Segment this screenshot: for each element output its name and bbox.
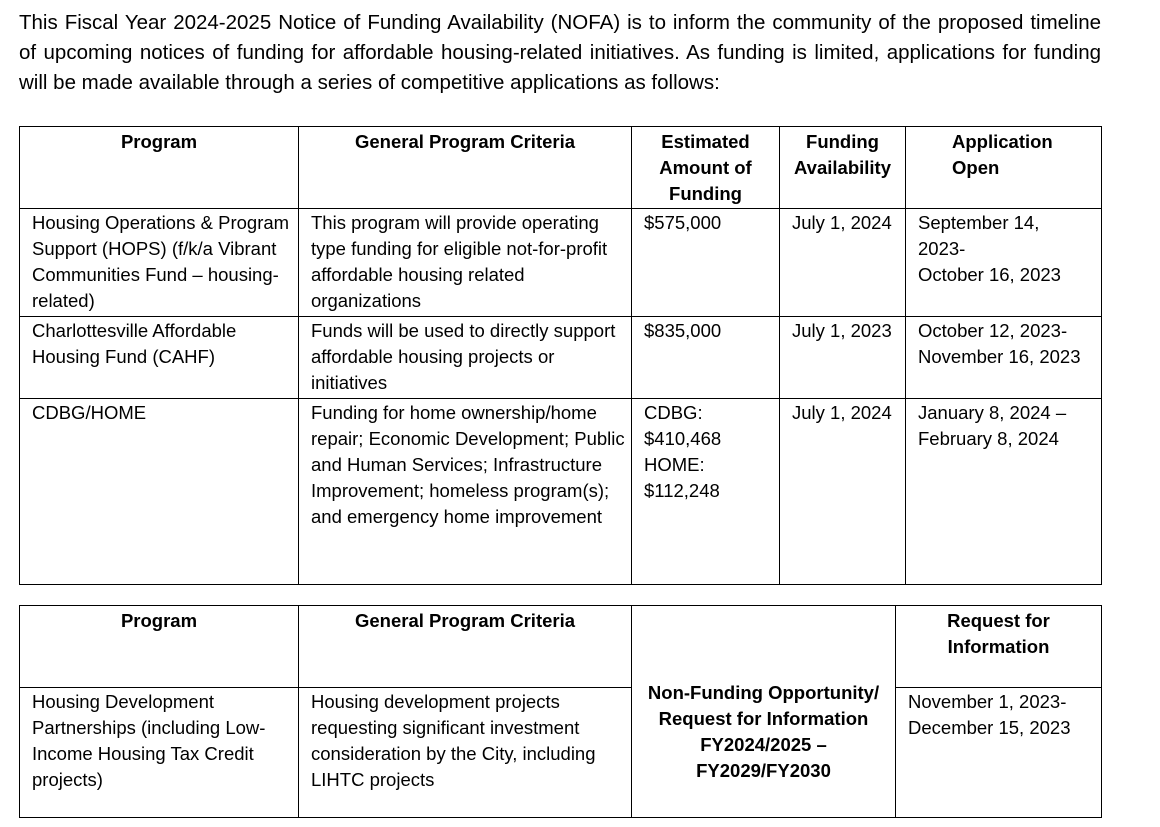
row-program: Charlottesville Affordable Housing Fund (CAHF) xyxy=(32,320,237,367)
row-criteria: Housing development projects requesting significant investment consideration by the City, including LIHTC projects xyxy=(311,691,596,790)
amount-line: $835,000 xyxy=(644,320,722,341)
row-open xyxy=(906,399,1101,452)
intro-paragraph xyxy=(19,8,1101,98)
intro-text: This Fiscal Year 2024-2025 Notice of Funding Availability (NOFA) is to inform the community of the proposed timeline of upcoming notices of funding for affordable housing-related initiatives. As funding is limited, applications for funding will be made available through a series of competitive applications as follows: xyxy=(19,11,1101,94)
row-amount xyxy=(632,209,779,236)
row-availability: July 1, 2024 xyxy=(792,212,892,233)
funding-table-header xyxy=(20,127,1102,209)
row-availability: July 1, 2024 xyxy=(792,402,892,423)
non-funding-opportunity-cell xyxy=(632,606,896,818)
table-row xyxy=(20,317,1102,399)
funding-table xyxy=(19,126,1102,585)
amount-line: HOME: xyxy=(644,454,705,475)
row-amount xyxy=(632,317,779,344)
header-program: Program xyxy=(120,131,198,152)
row-criteria: Funding for home ownership/home repair; Economic Development; Public and Human Services; Infrastructure Improvement; homeless program(s); and emergency home improvement xyxy=(311,402,625,527)
row-program: CDBG/HOME xyxy=(32,402,147,423)
amount-line: CDBG: xyxy=(644,402,703,423)
row-criteria: Funds will be used to directly support affordable housing projects or initiatives xyxy=(311,320,616,393)
non-funding-line: Non-Funding Opportunity/ xyxy=(647,681,880,703)
header-open: Application Open xyxy=(952,131,1053,178)
row-criteria: This program will provide operating type funding for eligible not-for-profit affordable housing related organizations xyxy=(311,212,608,311)
open-line: November 16, 2023 xyxy=(918,346,1081,367)
row-program: Housing Operations & Program Support (HOPS) (f/k/a Vibrant Communities Fund – housing-related) xyxy=(32,212,290,311)
open-line: October 16, 2023 xyxy=(918,264,1061,285)
row-open xyxy=(906,209,1101,288)
open-line: September 14, xyxy=(918,212,1040,233)
non-funding-line: Request for Information xyxy=(658,707,869,729)
rfi-line: December 15, 2023 xyxy=(908,717,1071,738)
non-funding-table-header xyxy=(20,606,1102,688)
header-amount: Estimated Amount of Funding xyxy=(659,131,752,204)
non-funding-line: FY2029/FY2030 xyxy=(696,759,831,781)
amount-line: $112,248 xyxy=(644,480,720,501)
non-funding-line: FY2024/2025 – xyxy=(700,733,827,755)
header-availability: Funding Availability xyxy=(794,131,891,178)
table-row xyxy=(20,399,1102,585)
header-program: Program xyxy=(120,610,198,631)
non-funding-table xyxy=(19,605,1102,818)
header-criteria: General Program Criteria xyxy=(354,610,576,631)
row-rfi xyxy=(896,688,1101,741)
amount-line: $410,468 xyxy=(644,428,722,449)
header-criteria: General Program Criteria xyxy=(354,131,576,152)
header-rfi: Request for Information xyxy=(947,610,1050,657)
row-amount xyxy=(632,399,779,504)
amount-line: $575,000 xyxy=(644,212,722,233)
open-line: January 8, 2024 – xyxy=(918,402,1067,423)
row-availability: July 1, 2023 xyxy=(792,320,892,341)
open-line: October 12, 2023- xyxy=(918,320,1068,341)
table-row xyxy=(20,688,1102,818)
row-open xyxy=(906,317,1101,370)
open-line: February 8, 2024 xyxy=(918,428,1059,449)
row-program: Housing Development Partnerships (including Low-Income Housing Tax Credit projects) xyxy=(32,691,266,790)
table-row xyxy=(20,209,1102,317)
open-line: 2023- xyxy=(918,238,966,259)
rfi-line: November 1, 2023- xyxy=(908,691,1067,712)
